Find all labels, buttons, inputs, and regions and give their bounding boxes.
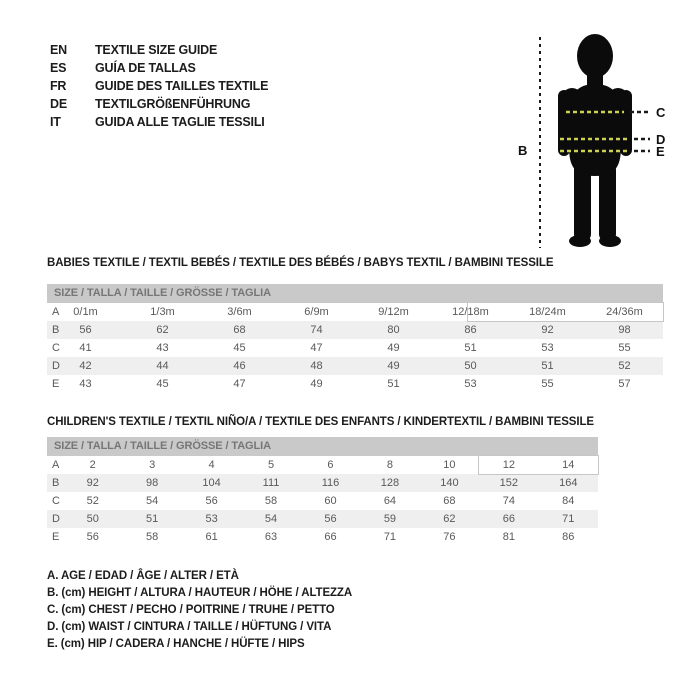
babies-table-rows [47,303,663,393]
language-label: GUIDA ALLE TAGLIE TESSILI [95,115,265,129]
row-label: B [52,477,60,489]
size-cell: 62 [443,513,456,525]
language-row [50,59,268,77]
children-table-rows [47,456,598,546]
size-cell: 10 [443,459,456,471]
size-cell: 49 [310,378,323,390]
size-cell: 1/3m [150,306,175,318]
row-label: E [52,531,60,543]
size-cell: 47 [310,342,323,354]
language-label: TEXTILGRÖßENFÜHRUNG [95,97,251,111]
size-cell: 52 [86,495,99,507]
language-code: ES [50,61,67,75]
size-cell: 111 [262,477,280,489]
size-cell: 98 [146,477,159,489]
size-cell: 6/9m [304,306,329,318]
legend-item: D. (cm) WAIST / CINTURA / TAILLE / HÜFTUNG / VITA [47,621,332,633]
row-label: C [52,495,60,507]
size-cell: 76 [443,531,456,543]
size-cell: 4 [208,459,215,471]
size-cell: 0/1m [73,306,98,318]
size-cell: 86 [464,324,477,336]
size-cell: 3/6m [227,306,252,318]
size-cell: 64 [383,495,397,507]
row-label: A [52,306,60,318]
size-cell: 50 [464,360,477,372]
size-cell: 92 [541,324,554,336]
language-row [50,95,268,113]
language-list [50,41,268,131]
row-label: D [52,513,60,525]
size-cell: 42 [79,360,92,372]
size-cell: 74 [502,495,515,507]
size-cell: 18/24m [529,306,566,318]
row-label: C [52,342,60,354]
size-cell: 2 [89,459,96,471]
size-cell: 71 [562,513,575,525]
language-label: GUÍA DE TALLAS [95,61,196,75]
size-cell: 9/12m [378,306,409,318]
size-cell: 45 [233,342,246,354]
size-cell: 55 [541,378,554,390]
size-cell: 86 [562,531,575,543]
children-size-header: SIZE / TALLA / TAILLE / GRÖSSE / TAGLIA [47,437,598,456]
size-cell: 62 [156,324,169,336]
babies-table-title: BABIES TEXTILE / TEXTIL BEBÉS / TEXTILE DES BÉBÉS / BABYS TEXTIL / BAMBINI TESSILE [47,257,554,269]
size-cell: 53 [464,378,477,390]
children-table-title: CHILDREN'S TEXTILE / TEXTIL NIÑO/A / TEXTILE DES ENFANTS / KINDERTEXTIL / BAMBINI TESSILE [47,416,594,428]
size-cell: 68 [443,495,456,507]
size-table-row [47,492,598,510]
hip-label: E [656,144,665,159]
height-label: B [518,143,528,158]
legend-item: E. (cm) HIP / CADERA / HANCHE / HÜFTE / HIPS [47,638,305,650]
size-cell: 51 [541,360,554,372]
size-cell: 6 [327,459,334,471]
size-cell: 164 [559,477,578,489]
language-row [50,113,268,131]
size-cell: 24/36m [606,306,643,318]
size-cell: 60 [324,495,337,507]
size-cell: 54 [146,495,159,507]
size-cell: 12/18m [452,306,489,318]
size-cell: 51 [146,513,159,525]
size-cell: 8 [386,459,393,471]
language-label: TEXTILE SIZE GUIDE [95,43,218,57]
size-table-row [47,375,663,393]
size-cell: 128 [380,477,400,489]
language-label: GUIDE DES TAILLES TEXTILE [95,79,269,93]
size-cell: 49 [387,360,400,372]
size-table-row [47,510,598,528]
size-cell: 71 [383,531,397,543]
size-cell: 3 [149,459,156,471]
size-cell: 59 [383,513,397,525]
size-cell: 53 [541,342,554,354]
language-code: EN [50,43,67,57]
child-silhouette [558,34,632,247]
row-label: D [52,360,60,372]
row-label: A [52,459,60,471]
size-cell: 44 [156,360,169,372]
size-cell: 92 [86,477,99,489]
size-table-row [47,321,663,339]
size-table-row [47,339,663,357]
waist-label: D [656,132,666,147]
size-cell: 5 [267,459,275,471]
size-cell: 63 [264,531,278,543]
chest-label: C [656,105,666,120]
size-cell: 84 [562,495,575,507]
size-cell: 58 [146,531,159,543]
size-cell: 140 [440,477,459,489]
size-cell: 61 [205,531,218,543]
size-cell: 81 [502,531,515,543]
size-cell: 56 [86,531,99,543]
size-cell: 68 [233,324,246,336]
row-label: B [52,324,60,336]
size-cell: 46 [233,360,246,372]
size-cell: 58 [264,495,278,507]
measurement-legend [47,570,352,655]
size-cell: 51 [387,378,400,390]
language-code: IT [50,115,61,129]
size-cell: 55 [618,342,631,354]
child-silhouette-figure [508,24,672,256]
babies-size-table [47,284,663,393]
language-code: FR [50,79,67,93]
size-cell: 74 [310,324,323,336]
children-size-table [47,437,598,546]
row-label: E [52,378,60,390]
size-table-row [47,357,663,375]
size-table-row [47,474,598,492]
size-cell: 12 [502,459,515,471]
size-cell: 49 [387,342,400,354]
size-cell: 43 [79,378,92,390]
size-cell: 66 [502,513,515,525]
size-cell: 48 [310,360,323,372]
size-cell: 50 [86,513,99,525]
size-cell: 54 [264,513,278,525]
size-cell: 152 [499,477,518,489]
size-table-row [47,456,598,474]
size-cell: 47 [233,378,246,390]
size-cell: 66 [324,531,337,543]
size-cell: 53 [205,513,218,525]
size-cell: 56 [79,324,92,336]
language-code: DE [50,97,67,111]
size-cell: 56 [205,495,218,507]
language-row [50,41,268,59]
size-cell: 57 [618,378,631,390]
size-table-row [47,303,663,321]
size-cell: 116 [321,477,340,489]
size-cell: 56 [324,513,337,525]
size-cell: 45 [156,378,169,390]
legend-item: A. AGE / EDAD / ÂGE / ALTER / ETÀ [47,570,239,582]
size-table-row [47,528,598,546]
size-cell: 80 [387,324,400,336]
size-cell: 51 [464,342,477,354]
size-cell: 41 [79,342,92,354]
legend-item: C. (cm) CHEST / PECHO / POITRINE / TRUHE / PETTO [47,604,335,616]
size-cell: 14 [562,459,575,471]
legend-item: B. (cm) HEIGHT / ALTURA / HAUTEUR / HÖHE / ALTEZZA [47,587,353,599]
size-cell: 43 [156,342,169,354]
size-cell: 104 [202,477,221,489]
size-cell: 98 [618,324,631,336]
size-cell: 52 [618,360,631,372]
language-row [50,77,268,95]
babies-size-header: SIZE / TALLA / TAILLE / GRÖSSE / TAGLIA [47,284,663,303]
